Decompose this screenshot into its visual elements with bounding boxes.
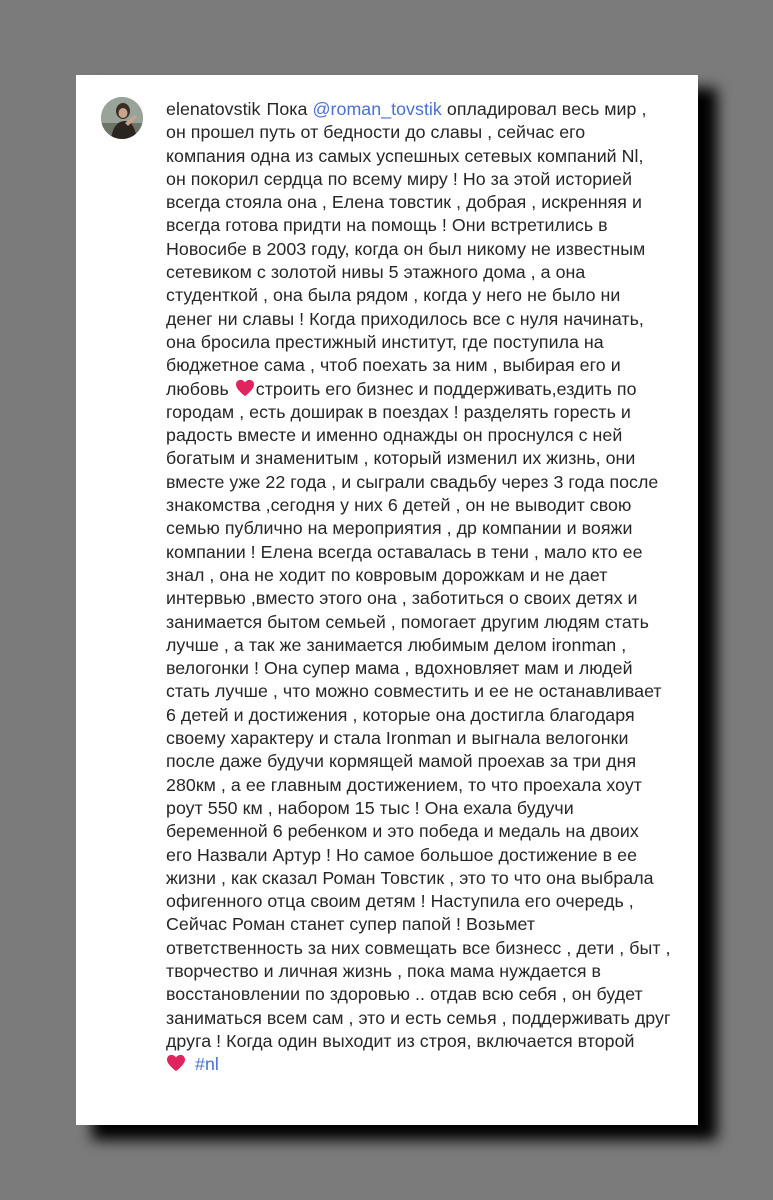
hashtag-link[interactable]: #nl: [195, 1054, 219, 1075]
caption-line: своему характеру и стала Ironman и выгнала велогонки: [166, 728, 629, 749]
caption-line: 6 детей и достижения , которые она достигла благодаря: [166, 704, 635, 725]
caption-line: интервью ,вместо этого она , заботиться о своих детях и: [166, 588, 638, 609]
caption-line: его Назвали Артур ! Но самое большое достижение в ее: [166, 844, 638, 865]
caption-line: занимается бытом семьей , помогает другим людям стать: [166, 611, 649, 632]
caption-line: ответственность за них совмещать все бизнесс , дети , быт ,: [166, 937, 671, 958]
caption-line: Новосибе в 2003 году, когда он был никому не известным: [166, 238, 646, 259]
caption-line: богатым и знаменитым , который изменил их жизнь, они: [166, 448, 636, 469]
author-avatar[interactable]: [101, 97, 143, 139]
caption-line: творчество и личная жизнь , пока мама нуждается в: [166, 960, 601, 981]
caption-line: она бросила престижный институт, где поступила на: [166, 331, 604, 352]
red-heart-icon: [235, 379, 255, 397]
caption-line: роут 550 км , набором 15 тыс ! Она ехала будучи: [166, 797, 574, 818]
post-card: [76, 75, 698, 1125]
author-username[interactable]: elenatovstik: [166, 99, 261, 119]
caption-line: вместе уже 22 года , и сыграли свадьбу через 3 года после: [166, 471, 659, 492]
avatar-photo-icon: [101, 97, 143, 139]
caption-line: стать лучше , что можно совместить и ее не останавливает: [166, 681, 662, 702]
caption-line: он прошел путь от бедности до славы , сейчас его: [166, 122, 586, 143]
post-caption: [166, 98, 688, 1076]
caption-line: после даже будучи кормящей мамой проехав за три дня: [166, 751, 637, 772]
caption-line: всегда готова придти на помощь ! Они встретились в: [166, 215, 608, 236]
caption-line: компании ! Елена всегда оставалась в тени , мало кто ее: [166, 541, 643, 562]
caption-line: денег ни славы ! Когда приходилось все с нуля начинать,: [166, 308, 644, 329]
caption-text: любовь: [166, 378, 229, 399]
caption-line: студенткой , она была рядом , когда у него не было ни: [166, 285, 621, 306]
caption-line: семью публично на мероприятия , др компании и вояжи: [166, 518, 633, 539]
caption-line: [166, 378, 688, 401]
caption-line: сетевиком с золотой нивы 5 этажного дома , а она: [166, 262, 586, 283]
caption-line: заниматься всем сам , это и есть семья , поддерживать друг: [166, 1007, 671, 1028]
caption-line: он покорил сердца по всему миру ! Но за этой историей: [166, 168, 633, 189]
caption-line: знал , она не ходит по ковровым дорожкам и не дает: [166, 564, 608, 585]
caption-line: восстановлении по здоровью .. отдав всю себя , он будет: [166, 984, 643, 1005]
caption-line: офигенного отца своим детям ! Наступила его очередь ,: [166, 891, 634, 912]
caption-line: Сейчас Роман станет супер папой ! Возьмет: [166, 914, 536, 935]
caption-line: [166, 1053, 688, 1076]
caption-text: строить его бизнес и поддерживать,ездить по: [255, 378, 637, 399]
caption-text: опладировал весь мир ,: [446, 99, 647, 119]
red-heart-icon: [166, 1054, 186, 1072]
caption-line: велогонки ! Она супер мама , вдохновляет мам и людей: [166, 658, 633, 679]
caption-line: друга ! Когда один выходит из строя, включается второй: [166, 1030, 635, 1051]
caption-line: компания одна из самых успешных сетевых компаний Nl,: [166, 145, 644, 166]
caption-line: [166, 98, 688, 121]
caption-line: городам , есть доширак в поездах ! разделять горесть и: [166, 401, 631, 422]
caption-line: знакомства ,сегодня у них 6 детей , он не выводит свою: [166, 495, 632, 516]
caption-line: жизни , как сказал Роман Товстик , это то что она выбрала: [166, 867, 654, 888]
caption-line: бюджетное сама , чтоб поехать за ним , выбирая его и: [166, 355, 621, 376]
caption-line: беременной 6 ребенком и это победа и медаль на двоих: [166, 821, 639, 842]
caption-line: 280км , а ее главным достижением, то что проехала хоут: [166, 774, 642, 795]
caption-line: всегда стояла она , Елена товстик , добрая , искренняя и: [166, 192, 642, 213]
mention-link[interactable]: @roman_tovstik: [312, 99, 442, 119]
caption-line: радость вместе и именно однажды он проснулся с ней: [166, 425, 623, 446]
caption-line: лучше , а так же занимается любимым делом ironman ,: [166, 634, 627, 655]
caption-text: Пока: [266, 99, 308, 119]
